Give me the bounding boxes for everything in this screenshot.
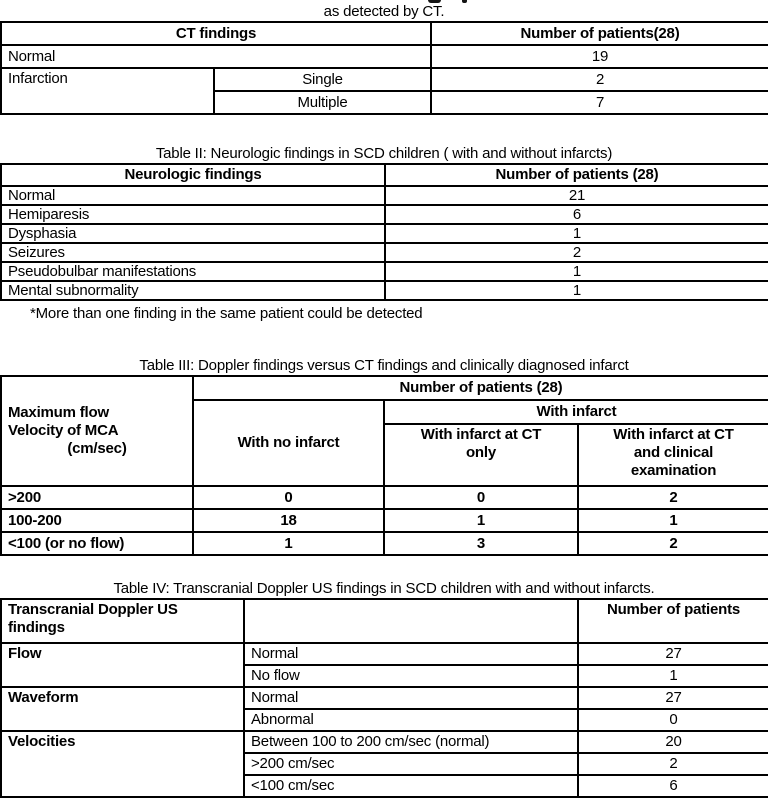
table4-finding: Normal xyxy=(244,687,578,709)
table3-ct-clinical-line1: With infarct at CT xyxy=(613,426,734,443)
table4-finding: Abnormal xyxy=(244,709,578,731)
table1-ct-findings xyxy=(0,21,768,115)
table3-caption: Table III: Doppler findings versus CT findings and clinically diagnosed infarct xyxy=(139,357,629,374)
table2-footnote: *More than one finding in the same patient could be detected xyxy=(30,305,423,322)
table4-header-findings-line2: findings xyxy=(8,619,65,636)
table4-value: 20 xyxy=(578,731,768,753)
table4-group-flow: Flow xyxy=(1,643,244,687)
table4-value: 0 xyxy=(578,709,768,731)
table4-header-findings-line1: Transcranial Doppler US xyxy=(8,601,178,618)
table3-rowhead-line3: (cm/sec) xyxy=(67,440,127,457)
table2-row-label: Normal xyxy=(1,186,385,205)
table3-cell: 3 xyxy=(384,532,578,555)
table3-doppler-vs-ct xyxy=(0,375,768,556)
table2-row-label: Seizures xyxy=(1,243,385,262)
table1-normal-value: 19 xyxy=(431,45,768,68)
table4-finding: No flow xyxy=(244,665,578,687)
table2-row-value: 2 xyxy=(385,243,768,262)
table3-ct-clinical-line3: examination xyxy=(630,462,717,479)
table3-rowhead xyxy=(1,376,193,486)
table-row xyxy=(1,45,768,68)
table-row xyxy=(1,532,768,555)
table4-value: 1 xyxy=(578,665,768,687)
truncated-caption-line xyxy=(0,0,768,3)
table4-group-waveform: Waveform xyxy=(1,687,244,731)
table-row xyxy=(1,281,768,300)
table3-cell: 1 xyxy=(384,509,578,532)
table4-value: 6 xyxy=(578,775,768,797)
table3-header-with-infarct: With infarct xyxy=(384,400,768,424)
table-row xyxy=(1,186,768,205)
table4-finding: >200 cm/sec xyxy=(244,753,578,775)
table4-header-empty xyxy=(244,599,578,643)
table1-header-patients: Number of patients(28) xyxy=(431,22,768,45)
table-row xyxy=(1,509,768,532)
table3-cell: 0 xyxy=(384,486,578,509)
table4-group-velocities: Velocities xyxy=(1,731,244,797)
table4-header-findings xyxy=(1,599,244,643)
table4-value: 27 xyxy=(578,643,768,665)
table-row xyxy=(1,243,768,262)
table2-header-findings: Neurologic findings xyxy=(1,164,385,186)
table2-neurologic-findings xyxy=(0,163,768,301)
table2-caption: Table II: Neurologic findings in SCD children ( with and without infarcts) xyxy=(155,145,613,162)
table3-cell: 1 xyxy=(193,532,384,555)
table3-header-row-1 xyxy=(1,376,768,400)
table-row xyxy=(1,224,768,243)
table2-row-value: 1 xyxy=(385,224,768,243)
table3-header-patients: Number of patients (28) xyxy=(193,376,768,400)
table3-cell: 1 xyxy=(578,509,768,532)
table2-row-value: 1 xyxy=(385,262,768,281)
table3-ct-clinical-line2: and clinical xyxy=(633,444,714,461)
table3-ct-only-line2: only xyxy=(465,444,497,461)
table2-row-value: 1 xyxy=(385,281,768,300)
table2-header-patients: Number of patients (28) xyxy=(385,164,768,186)
table4-finding: Between 100 to 200 cm/sec (normal) xyxy=(244,731,578,753)
table3-cell: 2 xyxy=(578,486,768,509)
table4-header-patients: Number of patients xyxy=(578,599,768,643)
table1-multiple-label: Multiple xyxy=(214,91,431,114)
table1-single-value: 2 xyxy=(431,68,768,91)
table4-finding: Normal xyxy=(244,643,578,665)
table3-ct-only-line1: With infarct at CT xyxy=(420,426,542,443)
table4-finding: <100 cm/sec xyxy=(244,775,578,797)
table3-rowhead-line1: Maximum flow xyxy=(8,404,109,421)
table4-value: 2 xyxy=(578,753,768,775)
table2-header-row xyxy=(1,164,768,186)
table-row xyxy=(1,205,768,224)
table4-header-row xyxy=(1,599,768,643)
table-row xyxy=(1,262,768,281)
table2-row-value: 6 xyxy=(385,205,768,224)
table1-header-row xyxy=(1,22,768,45)
descender-fragment xyxy=(428,0,441,3)
table-row xyxy=(1,486,768,509)
table2-row-label: Dysphasia xyxy=(1,224,385,243)
table3-header-no-infarct: With no infarct xyxy=(193,400,384,486)
table3-cell: 0 xyxy=(193,486,384,509)
table1-normal-label: Normal xyxy=(1,45,431,68)
table4-transcranial-doppler xyxy=(0,598,768,798)
table3-header-ct-clinical xyxy=(578,424,768,486)
table1-header-ct-findings: CT findings xyxy=(1,22,431,45)
table-row xyxy=(1,643,768,665)
table2-row-label: Pseudobulbar manifestations xyxy=(1,262,385,281)
table-row xyxy=(1,68,768,91)
descender-fragment xyxy=(462,0,467,3)
table3-row-label: <100 (or no flow) xyxy=(1,532,193,555)
table-row xyxy=(1,731,768,753)
table2-row-value: 21 xyxy=(385,186,768,205)
table1-multiple-value: 7 xyxy=(431,91,768,114)
table3-header-ct-only xyxy=(384,424,578,486)
table1-caption: as detected by CT. xyxy=(323,3,445,20)
table4-caption: Table IV: Transcranial Doppler US findings in SCD children with and without infarcts. xyxy=(113,580,655,597)
table1-single-label: Single xyxy=(214,68,431,91)
table3-row-label: >200 xyxy=(1,486,193,509)
table3-row-label: 100-200 xyxy=(1,509,193,532)
table3-cell: 2 xyxy=(578,532,768,555)
table3-cell: 18 xyxy=(193,509,384,532)
table2-row-label: Mental subnormality xyxy=(1,281,385,300)
table2-row-label: Hemiparesis xyxy=(1,205,385,224)
table1-infarction-label: Infarction xyxy=(1,68,214,114)
table3-rowhead-line2: Velocity of MCA xyxy=(8,422,119,439)
table-row xyxy=(1,687,768,709)
table4-value: 27 xyxy=(578,687,768,709)
